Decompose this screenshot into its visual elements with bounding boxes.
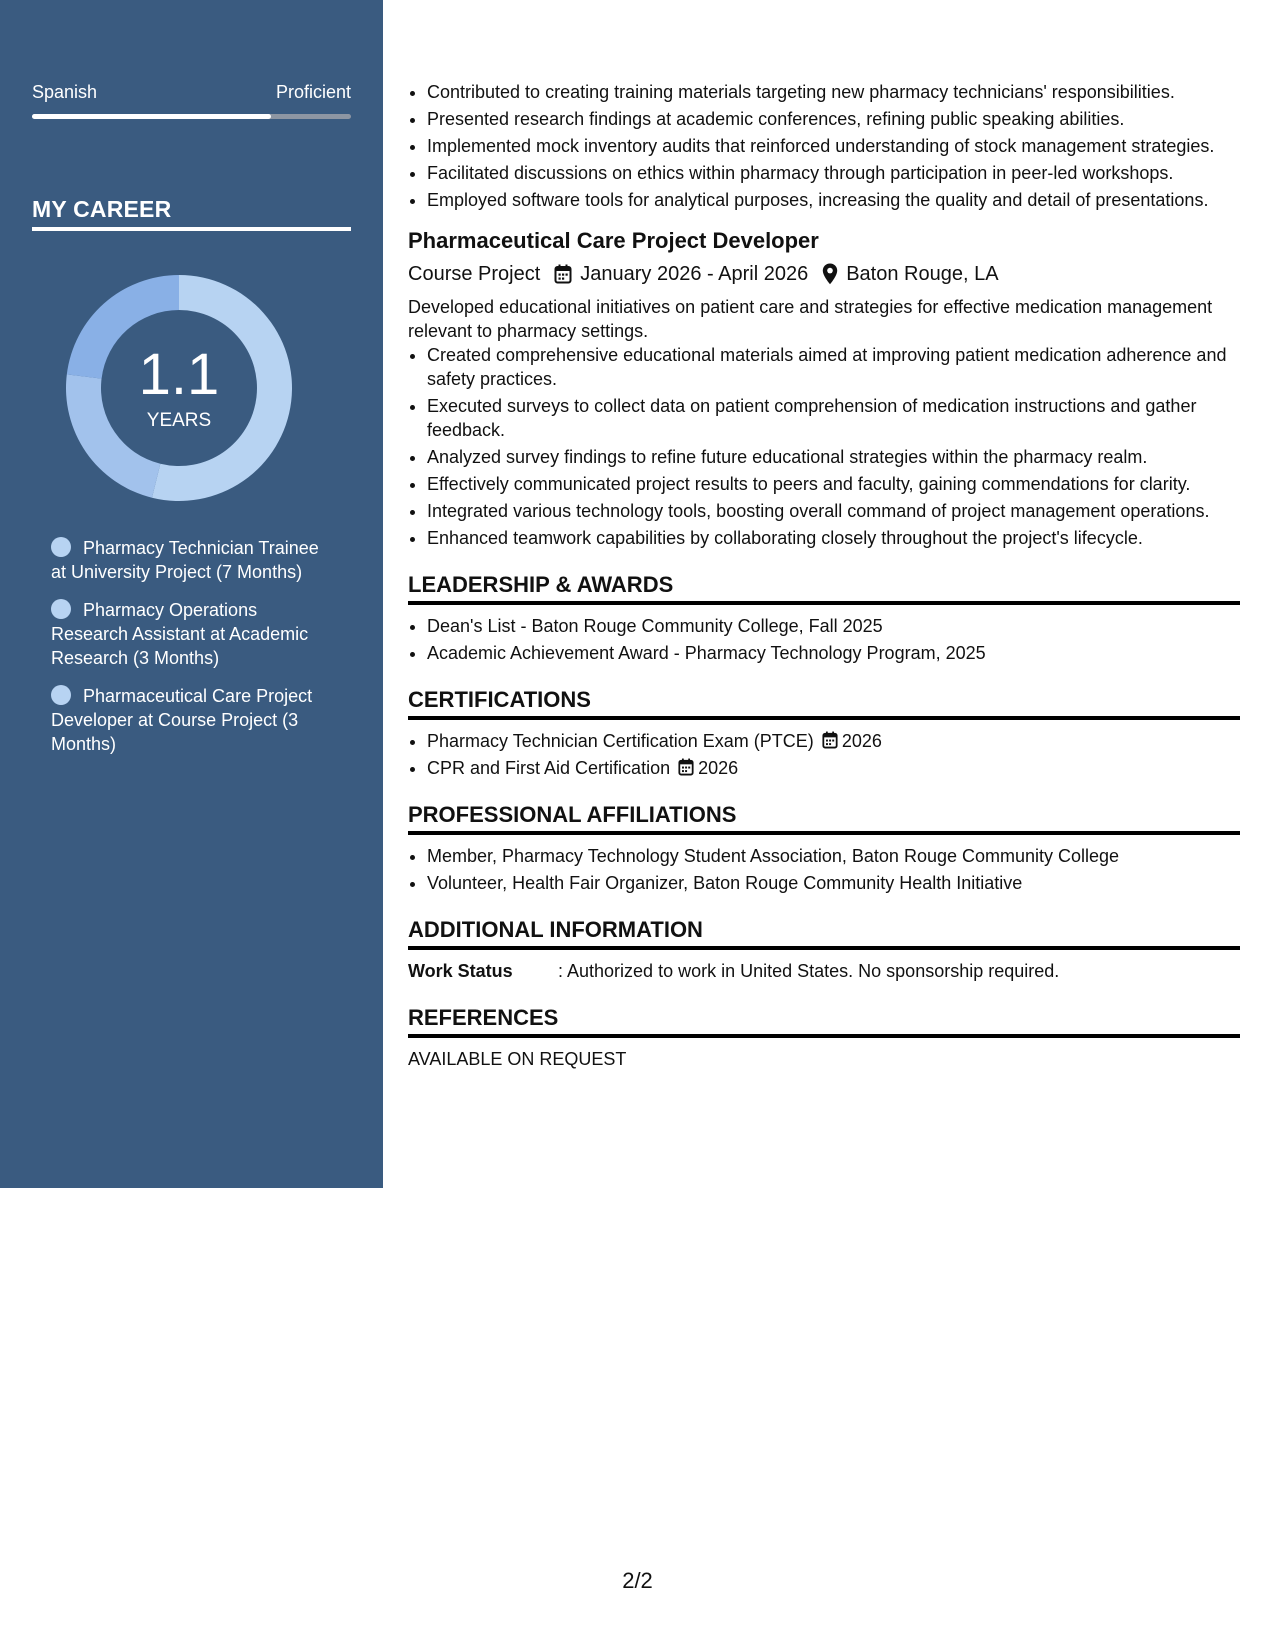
career-total-unit: YEARS — [146, 410, 212, 431]
bullet-item: • Facilitated discussions on ethics within pharmacy through participation in peer-led workshops. — [427, 161, 1240, 185]
career-total-value: 1.1 — [138, 342, 220, 407]
work-status-value: : Authorized to work in United States. No sponsorship required. — [558, 961, 1060, 981]
previous-job-bullets — [408, 80, 1240, 212]
map-pin-icon — [822, 263, 838, 285]
bullet-item: • Enhanced teamwork capabilities by collaborating closely throughout the project's lifecycle. — [427, 526, 1240, 550]
career-dot-icon — [51, 685, 71, 705]
affiliations-heading: PROFESSIONAL AFFILIATIONS — [408, 800, 1240, 835]
career-item-text: Pharmacy Operations Research Assistant at Academic Research (3 Months) — [51, 600, 309, 668]
main-content — [408, 80, 1240, 1071]
sidebar — [0, 0, 383, 1188]
certification-item — [427, 729, 1240, 753]
job-description: Developed educational initiatives on patient care and strategies for effective medication management relevant to pharmacy settings. — [408, 297, 1213, 341]
bullet-item: • Analyzed survey findings to refine future educational strategies within the pharmacy realm. — [427, 445, 1240, 469]
certification-name: CPR and First Aid Certification — [427, 758, 671, 778]
references-text: AVAILABLE ON REQUEST — [408, 1049, 627, 1069]
certification-year: 2026 — [698, 758, 739, 778]
certification-year: 2026 — [841, 731, 882, 751]
job-meta — [408, 259, 1240, 289]
bullet-item: • Implemented mock inventory audits that reinforced understanding of stock management strategies. — [427, 134, 1240, 158]
bullet-item: • Executed surveys to collect data on patient comprehension of medication instructions and gather feedback. — [427, 394, 1240, 442]
certification-item — [427, 756, 1240, 780]
certification-name: Pharmacy Technician Certification Exam (PTCE) — [427, 731, 814, 751]
bullet-item: • Effectively communicated project results to peers and faculty, gaining commendations for clarity. — [427, 472, 1240, 496]
job-location: Baton Rouge, LA — [846, 263, 999, 285]
career-donut-center — [66, 275, 292, 501]
language-proficiency-bar — [32, 114, 351, 119]
career-donut-chart — [66, 275, 292, 501]
leadership-list — [408, 614, 1240, 665]
job-bullets — [408, 343, 1240, 550]
job-title: Pharmaceutical Care Project Developer — [408, 228, 819, 253]
bullet-item: • Contributed to creating training materials targeting new pharmacy technicians' responsibilities. — [427, 80, 1240, 104]
career-item — [51, 684, 336, 756]
bullet-item: • Integrated various technology tools, boosting overall command of project management operations. — [427, 499, 1240, 523]
career-list — [51, 536, 336, 770]
career-dot-icon — [51, 537, 71, 557]
career-heading-rule — [32, 227, 351, 231]
page-number: 2/2 — [622, 1568, 653, 1593]
language-level: Proficient — [275, 82, 351, 102]
leadership-item: • Academic Achievement Award - Pharmacy Technology Program, 2025 — [427, 641, 1240, 665]
affiliation-item: • Volunteer, Health Fair Organizer, Baton Rouge Community Health Initiative — [427, 871, 1240, 895]
career-item — [51, 536, 336, 584]
job-dates: January 2026 - April 2026 — [580, 263, 809, 285]
calendar-icon — [678, 758, 694, 776]
work-status-label: Work Status — [408, 961, 513, 981]
language-name: Spanish — [32, 82, 98, 102]
job-org: Course Project — [408, 263, 541, 285]
bullet-item: • Employed software tools for analytical purposes, increasing the quality and detail of presentations. — [427, 188, 1240, 212]
career-dot-icon — [51, 599, 71, 619]
calendar-icon — [822, 731, 838, 749]
references-heading: REFERENCES — [408, 1003, 1240, 1038]
certifications-heading: CERTIFICATIONS — [408, 685, 1240, 720]
work-status-row — [408, 959, 1240, 983]
career-item-text: Pharmacy Technician Trainee at University Project (7 Months) — [51, 538, 319, 582]
certifications-list — [408, 729, 1240, 780]
affiliation-item: • Member, Pharmacy Technology Student Association, Baton Rouge Community College — [427, 844, 1240, 868]
bullet-item: • Presented research findings at academic conferences, refining public speaking abilities. — [427, 107, 1240, 131]
language-row — [32, 82, 351, 103]
career-item-text: Pharmaceutical Care Project Developer at Course Project (3 Months) — [51, 686, 313, 754]
career-heading: MY CAREER — [32, 196, 172, 222]
language-proficiency-fill — [32, 114, 271, 119]
career-item — [51, 598, 336, 670]
calendar-icon — [554, 264, 572, 284]
affiliations-list — [408, 844, 1240, 895]
bullet-item: • Created comprehensive educational materials aimed at improving patient medication adherence and safety practices. — [427, 343, 1240, 391]
leadership-heading: LEADERSHIP & AWARDS — [408, 570, 1240, 605]
leadership-item: • Dean's List - Baton Rouge Community College, Fall 2025 — [427, 614, 1240, 638]
additional-info-heading: ADDITIONAL INFORMATION — [408, 915, 1240, 950]
